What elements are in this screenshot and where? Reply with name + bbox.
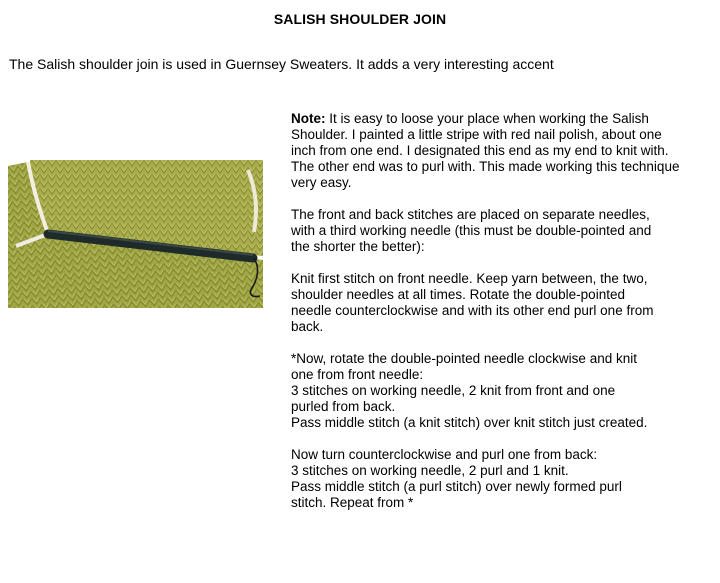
text-line: *Now, rotate the double-pointed needle clockwise and knit	[291, 351, 637, 366]
text-line: 3 stitches on working needle, 2 purl and 1 knit.	[291, 463, 569, 478]
text-line: 3 stitches on working needle, 2 knit from front and one	[291, 383, 616, 398]
note-line: It is easy to loose your place when working the Salish	[325, 111, 649, 126]
text-line: stitch. Repeat from *	[291, 495, 414, 510]
text-line: one from front needle:	[291, 367, 424, 382]
text-line: Now turn counterclockwise and purl one from back:	[291, 447, 598, 462]
text-line: shoulder needles at all times. Rotate the double-pointed	[291, 287, 625, 302]
paragraph-turn-counterclockwise	[291, 447, 716, 511]
note-paragraph	[291, 111, 716, 191]
text-line: the shorter the better):	[291, 239, 425, 254]
text-line: Pass middle stitch (a knit stitch) over knit stitch just created.	[291, 415, 648, 430]
paragraph-knit-first	[291, 271, 716, 335]
page-title: SALISH SHOULDER JOIN	[273, 11, 447, 27]
knitted-shoulder-photo-icon	[8, 160, 268, 308]
note-line: Shoulder. I painted a little stripe with red nail polish, about one	[291, 127, 662, 142]
note-line: The other end was to purl with. This made working this technique	[291, 159, 680, 174]
text-line: needle counterclockwise and with its other end purl one from	[291, 303, 654, 318]
text-line: purled from back.	[291, 399, 396, 414]
note-label: Note:	[291, 111, 326, 126]
note-line: very easy.	[291, 175, 352, 190]
instructions	[291, 111, 716, 527]
paragraph-needles	[291, 207, 716, 255]
paragraph-rotate-clockwise	[291, 351, 716, 431]
text-line: back.	[291, 319, 324, 334]
text-line: Knit first stitch on front needle. Keep yarn between, the two,	[291, 271, 648, 286]
text-line: with a third working needle (this must be double-pointed and	[291, 223, 652, 238]
intro-text: The Salish shoulder join is used in Guernsey Sweaters. It adds a very interesting accent	[9, 56, 554, 72]
text-line: The front and back stitches are placed on separate needles,	[291, 207, 650, 222]
note-line: inch from one end. I designated this end as my end to knit with.	[291, 143, 669, 158]
text-line: Pass middle stitch (a purl stitch) over newly formed purl	[291, 479, 622, 494]
